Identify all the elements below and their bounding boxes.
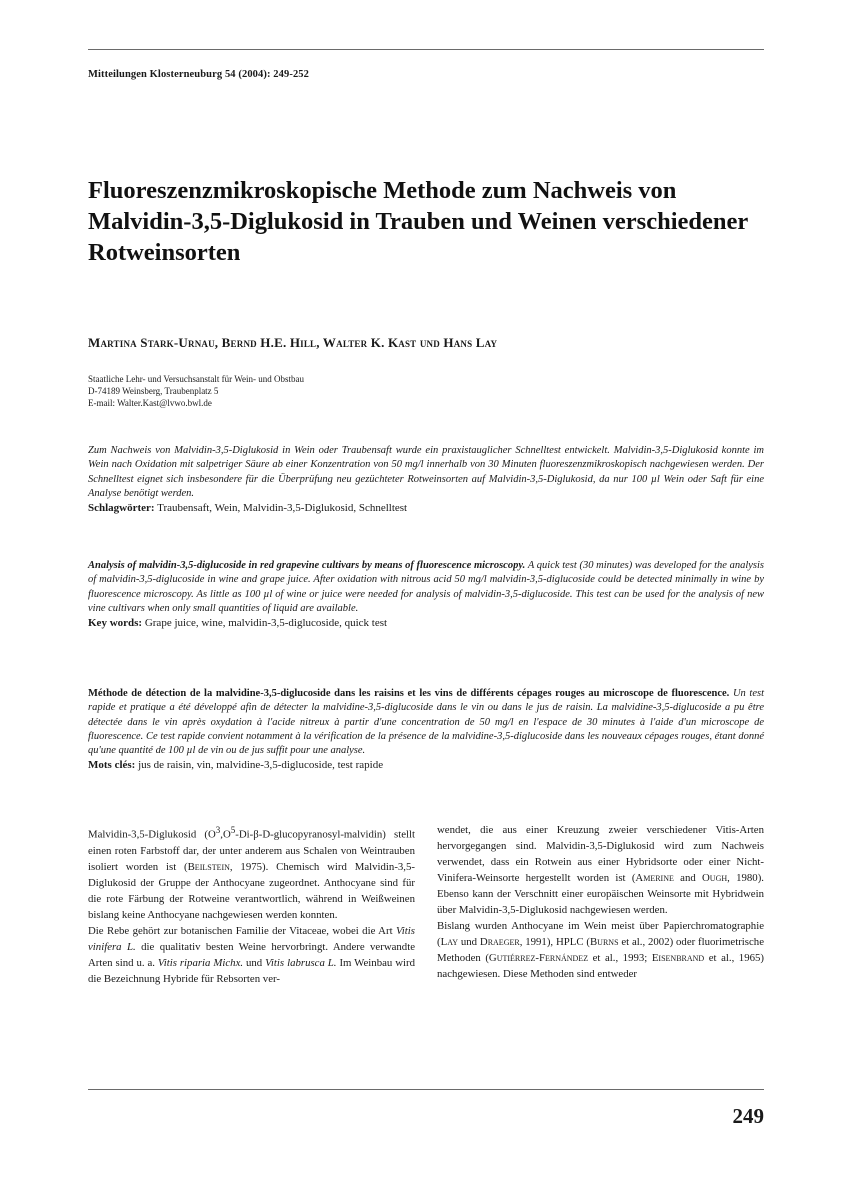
abstract-english-text: A quick test (30 minutes) was developed for the analysis of malvidin-3,5-diglucoside in wine and grape juice. After oxidation with nitrous acid 50 mg/l malvidin-3,5-diglucoside could be detected minimally in wine by fluorescence microscopy. As little as 100 µl of wine or juice were needed for analysis of malvidin-3,5-diglucoside. This test can be used for the analysis of new vine cultivars when only small quantities of liquid are available. [88,560,764,614]
text-run: Im Weinbau wird die Bezeichnung Hybride für Rebsorten ver- [88,956,416,985]
keywords-french-list: jus de raisin, vin, malvidine-3,5-diglucoside, test rapide [138,759,384,772]
top-rule [88,49,764,50]
text-run: , 1991), HPLC ( [519,936,590,948]
author-list: Martina Stark-Urnau, Bernd H.E. Hill, Walter K. Kast und Hans Lay [88,335,498,350]
page-number: 249 [732,1104,764,1128]
species-name: Vitis riparia Michx. [157,956,244,969]
abstract-german-text: Zum Nachweis von Malvidin-3,5-Diglukosid in Wein oder Traubensaft wurde ein praxistauglicher Schnelltest entwickelt. Malvidin-3,5-Diglukosid konnte im Wein nach Oxidation mit salpetriger Säure ab einer Konzentration von 50 mg/l innerhalb von 30 Minuten fluoreszenzmikroskopisch nachgewiesen werden. Der Schnelltest eignet sich insbesondere für die Überprüfung neu gezüchteter Rotweinsorten auf Malvidin-3,5-Diglukosid, da nur 100 µl Wein oder Saft für eine Analyse benötigt werden. [88,445,764,499]
keywords-german [88,501,764,516]
keywords-german-label: Schlagwörter: [88,502,155,515]
citation-author: Gutiérrez-Fernández [488,952,589,964]
citation-author: Lay [440,936,459,948]
text-run: Die Rebe gehört zur botanischen Familie der Vitaceae, wobei die Art [88,924,396,937]
abstract-french-title: Méthode de détection de la malvidine-3,5-diglucoside dans les raisins et les vins de différents cépages rouges au microscope de fluorescence. [88,688,730,699]
body-column-right [437,822,764,982]
text-run: Bislang wurden Anthocyane im Wein meist über Papierchromatographie ( [437,920,764,948]
citation-author: Amerine [635,872,674,884]
body-paragraph [88,923,415,987]
body-paragraph [88,822,415,923]
body-column-left [88,822,415,987]
citation-author: Beilstein [187,860,230,873]
citation-author: Ough [702,872,728,884]
abstract-french-text: Un test rapide et pratique a été développé afin de détecter la malvidine-3,5-diglucoside dans le vin ou dans le jus de raisin. La malvidine-3,5-diglucoside a pu être détectée dans le vin après oxydation à l'acide nitreux à partir d'une concentration de 50 mg/l en l'espace de 30 minutes à l'aide d'un microscope de fluorescence. Ce test rapide convient notamment à la vérification de la présence de la malvidine-3,5-diglucoside dans les nouveaux cépages rouges, étant donné qu'une quantité de 100 µl de vin ou de jus suffit pour une analyse. [88,688,765,757]
text-run: die qualitativ besten Weine hervorbringt. Andere verwandte Arten sind u. a. [88,940,415,969]
species-name: Vitis labrusca L. [265,956,337,969]
text-run: et al., 2002) oder fluorimetrische Methoden ( [437,936,764,964]
text-run: -Di-β-D-glucopyranosyl-malvidin) stellt einen roten Farbstoff dar, der unter anderem aus Schalen von Weintrauben isoliert worden ist ( [88,828,416,873]
article-title: Fluoreszenzmikroskopische Methode zum Nachweis von Malvidin-3,5-Diglukosid in Trauben und Weinen verschiedener Rotweinsorten [88,177,748,266]
citation-author: Draeger [479,936,520,948]
abstract-english-title: Analysis of malvidin-3,5-diglucoside in red grapevine cultivars by means of fluorescence microscopy. [88,560,526,571]
journal-citation: Mitteilungen Klosterneuburg 54 (2004): 249-252 [88,69,309,80]
species-name: Vitis vinifera L. [88,924,415,953]
keywords-english [88,616,764,631]
text-run: et al., 1965) nachgewiesen. Diese Methoden sind entweder [437,952,765,980]
affiliation-email: E-mail: Walter.Kast@lvwo.bwl.de [88,398,212,408]
keywords-english-list: Grape juice, wine, malvidin-3,5-diglucoside, quick test [144,617,388,630]
citation-author: Eisenbrand [651,952,705,964]
text-run: und [243,956,266,969]
text-run: ,O [220,828,231,841]
body-paragraph [437,918,764,982]
text-run: wendet, die aus einer Kreuzung zweier verschiedener Vitis-Arten hervorgegangen sind. Malvidin-3,5-Diglukosid wird zum Nachweis verwendet, dass ein Rotwein aus einer Hybridsorte oder einer Nicht-Vinifera-Weinsorte hergestellt worden ist ( [437,824,764,884]
text-run: et al., 1993; [588,952,652,964]
affiliation-address: D-74189 Weinsberg, Traubenplatz 5 [88,386,219,396]
keywords-french [88,758,764,773]
text-run: , 1975). Chemisch wird Malvidin-3,5-Diglukosid der Gruppe der Anthocyane zugeordnet. Anthocyane sind für die rote Färbung der Rotweine verantwortlich, während in Weißweinen bislang keine Anthocyane nachgewiesen werden konnten. [88,860,415,921]
text-run: , 1980). Ebenso kann der Verschnitt einer europäischen Weinsorte mit Hybridwein über Malvidin-3,5-Diglukosid nachgewiesen werden. [437,872,764,916]
text-run: and [673,872,702,884]
bottom-rule [88,1089,764,1090]
abstract-french [88,687,764,773]
keywords-french-label: Mots clés: [88,759,136,772]
superscript: 5 [230,825,236,835]
text-run: Malvidin-3,5-Diglukosid (O [88,828,216,841]
keywords-english-label: Key words: [88,617,143,630]
affiliation-institute: Staatliche Lehr- und Versuchsanstalt für Wein- und Obstbau [88,374,304,384]
citation-author: Burns [589,936,619,948]
superscript: 3 [215,825,221,835]
keywords-german-list: Traubensaft, Wein, Malvidin-3,5-Diglukosid, Schnelltest [157,502,408,515]
text-run: und [458,936,480,948]
abstract-german [88,444,764,516]
abstract-english [88,559,764,631]
body-paragraph [437,822,764,918]
affiliation [88,373,304,409]
